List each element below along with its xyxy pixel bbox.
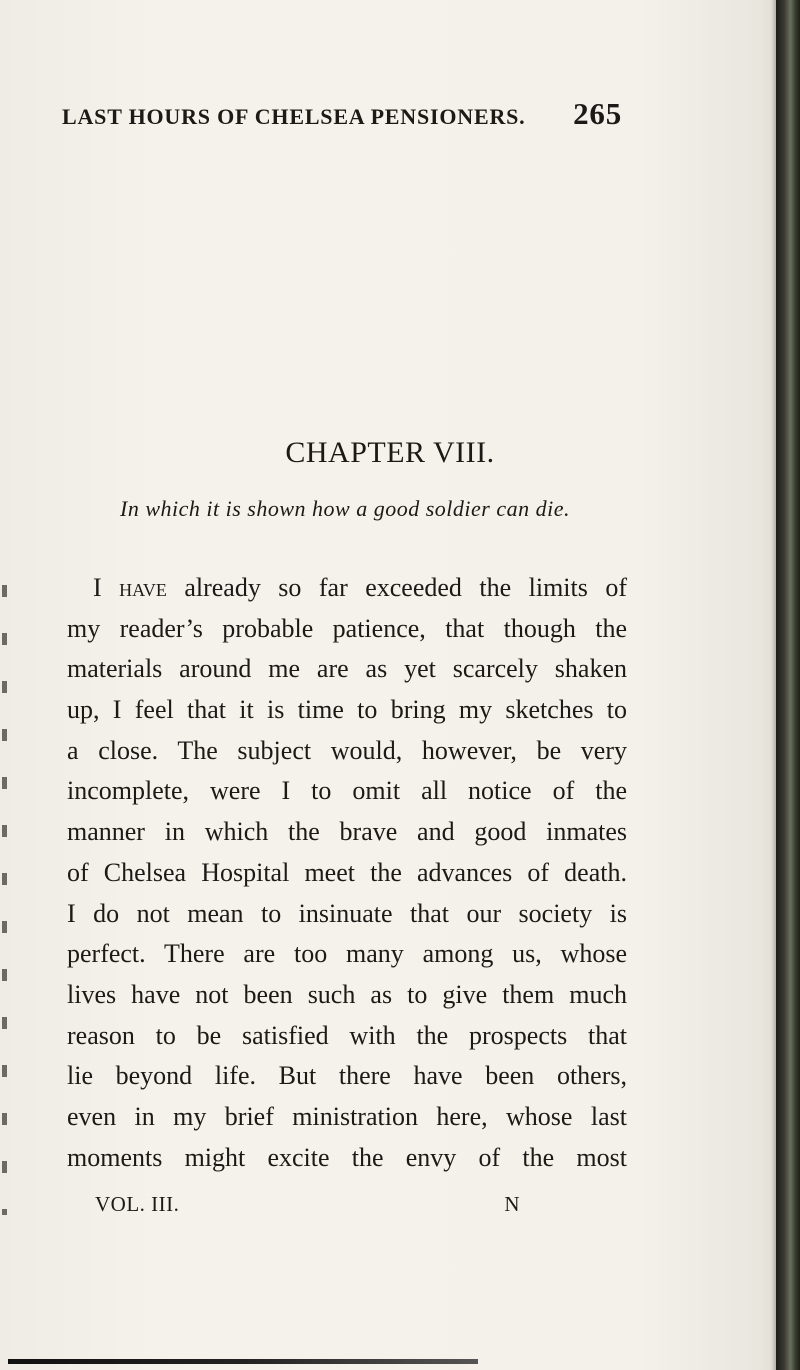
body-line: manner in which the brave and good inmates (67, 817, 627, 847)
page-footer (95, 1192, 520, 1217)
signature-mark: N (504, 1192, 520, 1216)
first-line-rest: already so far exceeded the limits of (184, 573, 628, 602)
book-binding (776, 0, 800, 1370)
body-line: materials around me are as yet scarcely shaken (67, 654, 627, 684)
body-line: moments might excite the envy of the most (67, 1142, 627, 1172)
body-line: incomplete, were I to omit all notice of the (67, 776, 627, 806)
running-head (62, 96, 622, 136)
left-margin-marks (2, 585, 7, 1215)
body-line: perfect. There are too many among us, whose (67, 939, 627, 969)
body-line: lives have not been such as to give them much (67, 979, 627, 1009)
volume-label: VOL. III. (95, 1192, 180, 1216)
body-line: reason to be satisfied with the prospects that (67, 1020, 627, 1050)
first-line-smallcaps: have (119, 573, 167, 602)
body-text (67, 568, 627, 1178)
body-line: even in my brief ministration here, whose last (67, 1101, 627, 1131)
body-line: of Chelsea Hospital meet the advances of death. (67, 857, 627, 887)
chapter-heading: CHAPTER VIII. (285, 436, 495, 469)
body-line: lie beyond life. But there have been others, (67, 1061, 627, 1091)
body-line: I do not mean to insinuate that our society is (67, 898, 627, 928)
body-line: a close. The subject would, however, be very (67, 735, 627, 765)
running-head-title: LAST HOURS OF CHELSEA PENSIONERS. (62, 104, 526, 129)
body-line-first (67, 568, 627, 609)
first-line-start: I (93, 573, 102, 602)
chapter-subtitle: In which it is shown how a good soldier can die. (120, 496, 570, 521)
bottom-edge-rule (8, 1359, 478, 1364)
body-line: my reader’s probable patience, that though the (67, 613, 627, 643)
binding-shadow (771, 0, 776, 1370)
body-line: up, I feel that it is time to bring my sketches to (67, 695, 627, 725)
page-number: 265 (573, 96, 622, 131)
